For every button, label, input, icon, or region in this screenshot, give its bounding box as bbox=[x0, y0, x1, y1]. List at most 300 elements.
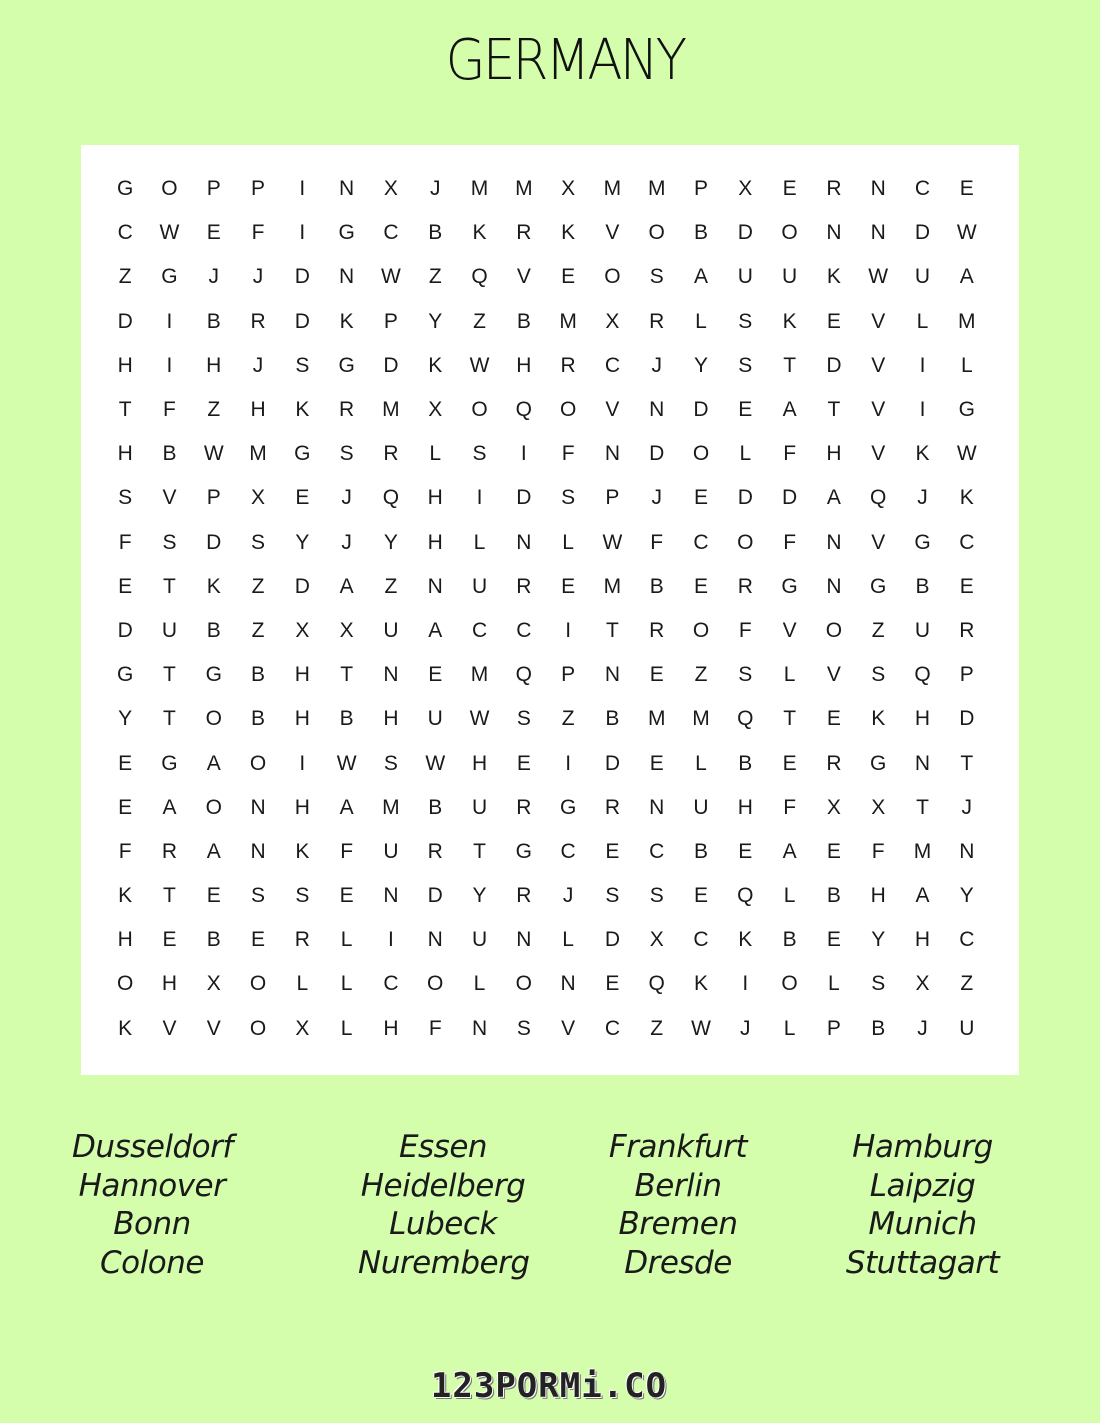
grid-letter: W bbox=[956, 221, 977, 245]
grid-letter: E bbox=[206, 884, 221, 908]
grid-letter: K bbox=[428, 353, 443, 377]
grid-letter: E bbox=[561, 574, 576, 598]
grid-letter: M bbox=[958, 309, 976, 333]
grid-letter: G bbox=[205, 663, 222, 687]
grid-letter: Z bbox=[207, 398, 221, 422]
letter-grid bbox=[103, 167, 989, 1051]
grid-letter: T bbox=[827, 398, 841, 422]
grid-letter: D bbox=[206, 530, 222, 554]
grid-letter: D bbox=[117, 309, 133, 333]
grid-letter: S bbox=[738, 309, 753, 333]
grid-letter: O bbox=[205, 707, 222, 731]
grid-letter: A bbox=[826, 486, 841, 510]
grid-letter: B bbox=[251, 707, 266, 731]
grid-letter: I bbox=[299, 751, 306, 775]
grid-letter: J bbox=[651, 486, 662, 510]
grid-letter: S bbox=[871, 972, 886, 996]
grid-letter: C bbox=[383, 972, 399, 996]
grid-letter: R bbox=[427, 839, 443, 863]
grid-letter: W bbox=[691, 1016, 711, 1040]
word-list-item: Nuremberg bbox=[358, 1245, 530, 1282]
grid-letter: V bbox=[162, 1016, 177, 1040]
grid-letter: Q bbox=[515, 663, 532, 687]
grid-letter: E bbox=[782, 177, 797, 201]
word-list-item: Lubeck bbox=[389, 1206, 497, 1243]
grid-letter: O bbox=[604, 265, 621, 289]
grid-letter: Y bbox=[428, 309, 443, 333]
grid-letter: Y bbox=[118, 707, 133, 731]
grid-letter: G bbox=[559, 795, 577, 819]
grid-letter: Z bbox=[960, 972, 974, 996]
grid-letter: E bbox=[516, 751, 531, 775]
grid-letter: E bbox=[428, 663, 443, 687]
grid-letter: E bbox=[959, 574, 974, 598]
grid-letter: I bbox=[919, 353, 926, 377]
grid-letter: C bbox=[693, 928, 709, 952]
grid-letter: B bbox=[206, 618, 221, 642]
grid-letter: R bbox=[339, 398, 355, 422]
grid-letter: U bbox=[471, 928, 488, 952]
grid-letter: A bbox=[694, 265, 709, 289]
grid-letter: L bbox=[783, 663, 796, 687]
grid-letter: S bbox=[649, 265, 664, 289]
grid-letter: I bbox=[299, 177, 306, 201]
grid-letter: X bbox=[295, 1016, 310, 1040]
grid-letter: N bbox=[471, 1016, 488, 1040]
grid-letter: W bbox=[425, 751, 446, 775]
grid-letter: K bbox=[118, 884, 133, 908]
grid-letter: K bbox=[339, 309, 354, 333]
grid-letter: Q bbox=[914, 663, 931, 687]
grid-letter: G bbox=[338, 353, 355, 377]
grid-letter: V bbox=[561, 1016, 576, 1040]
grid-letter: X bbox=[871, 795, 886, 819]
grid-letter: Z bbox=[428, 265, 442, 289]
grid-letter: H bbox=[294, 795, 310, 819]
grid-letter: D bbox=[737, 221, 753, 245]
grid-letter: N bbox=[250, 795, 266, 819]
grid-letter: U bbox=[471, 795, 488, 819]
grid-letter: E bbox=[118, 574, 133, 598]
grid-letter: G bbox=[781, 574, 798, 598]
grid-letter: S bbox=[383, 751, 398, 775]
grid-letter: G bbox=[161, 751, 178, 775]
grid-letter: O bbox=[559, 398, 577, 422]
grid-letter: N bbox=[516, 530, 532, 554]
word-list-item: Hannover bbox=[78, 1167, 226, 1204]
grid-letter: O bbox=[737, 530, 754, 554]
grid-letter: Z bbox=[650, 1016, 664, 1040]
grid-letter: T bbox=[606, 618, 619, 642]
grid-letter: L bbox=[695, 309, 707, 333]
grid-letter: F bbox=[783, 442, 797, 466]
grid-letter: V bbox=[605, 221, 620, 245]
grid-letter: P bbox=[206, 486, 221, 510]
grid-letter: P bbox=[561, 663, 576, 687]
grid-letter: S bbox=[561, 486, 576, 510]
grid-letter: Q bbox=[471, 265, 488, 289]
grid-letter: D bbox=[959, 707, 975, 731]
grid-letter: O bbox=[692, 442, 710, 466]
grid-letter: X bbox=[649, 928, 664, 952]
grid-letter: R bbox=[826, 751, 842, 775]
grid-letter: G bbox=[870, 574, 887, 598]
grid-letter: E bbox=[339, 884, 354, 908]
grid-letter: N bbox=[959, 839, 975, 863]
grid-letter: M bbox=[647, 177, 666, 201]
grid-letter: E bbox=[694, 884, 709, 908]
grid-letter: H bbox=[117, 353, 133, 377]
grid-letter: B bbox=[738, 751, 753, 775]
grid-letter: R bbox=[250, 309, 266, 333]
grid-letter: B bbox=[694, 221, 709, 245]
grid-letter: W bbox=[203, 442, 224, 466]
grid-letter: N bbox=[427, 928, 443, 952]
grid-letter: J bbox=[252, 353, 264, 377]
grid-letter: L bbox=[695, 751, 707, 775]
grid-letter: E bbox=[694, 486, 709, 510]
grid-letter: G bbox=[294, 442, 311, 466]
grid-letter: K bbox=[738, 928, 753, 952]
grid-letter: B bbox=[871, 1016, 886, 1040]
grid-letter: U bbox=[427, 707, 443, 731]
grid-letter: J bbox=[429, 177, 441, 201]
grid-letter: O bbox=[161, 177, 178, 201]
grid-letter: H bbox=[117, 442, 133, 466]
grid-letter: O bbox=[249, 1016, 267, 1040]
grid-letter: E bbox=[206, 221, 221, 245]
grid-letter: S bbox=[472, 442, 487, 466]
grid-letter: T bbox=[163, 707, 176, 731]
grid-letter: H bbox=[117, 928, 133, 952]
word-column-4 bbox=[840, 1128, 1005, 1283]
grid-letter: W bbox=[159, 221, 180, 245]
grid-letter: V bbox=[871, 398, 886, 422]
word-list bbox=[0, 1128, 1100, 1288]
grid-letter: K bbox=[871, 707, 886, 731]
grid-letter: R bbox=[826, 177, 842, 201]
grid-letter: E bbox=[826, 309, 841, 333]
grid-letter: F bbox=[738, 618, 752, 642]
grid-letter: I bbox=[476, 486, 483, 510]
grid-letter: Z bbox=[384, 574, 398, 598]
grid-letter: R bbox=[516, 221, 532, 245]
grid-letter: B bbox=[826, 884, 841, 908]
grid-letter: T bbox=[916, 795, 929, 819]
grid-letter: H bbox=[161, 972, 178, 996]
grid-letter: J bbox=[341, 486, 352, 510]
word-list-item: Essen bbox=[398, 1129, 488, 1165]
grid-letter: U bbox=[782, 265, 798, 289]
grid-letter: R bbox=[383, 442, 399, 466]
grid-letter: F bbox=[340, 839, 354, 863]
grid-letter: W bbox=[602, 530, 623, 554]
page-title: GERMANY bbox=[445, 28, 685, 93]
grid-letter: F bbox=[783, 795, 797, 819]
grid-letter: I bbox=[388, 928, 394, 952]
grid-letter: R bbox=[161, 839, 178, 863]
grid-letter: Z bbox=[871, 618, 885, 642]
grid-letter: V bbox=[782, 618, 797, 642]
grid-letter: D bbox=[294, 574, 310, 598]
grid-letter: U bbox=[737, 265, 753, 289]
grid-letter: A bbox=[959, 265, 974, 289]
grid-letter: E bbox=[561, 265, 576, 289]
grid-letter: C bbox=[959, 928, 975, 952]
grid-letter: S bbox=[118, 486, 133, 510]
grid-letter: O bbox=[781, 221, 798, 245]
grid-letter: R bbox=[294, 928, 310, 952]
grid-letter: V bbox=[206, 1016, 221, 1040]
grid-letter: L bbox=[296, 972, 309, 996]
grid-letter: R bbox=[516, 574, 532, 598]
grid-letter: P bbox=[826, 1016, 841, 1040]
word-list-item: Dresde bbox=[624, 1245, 732, 1282]
grid-letter: G bbox=[515, 839, 532, 863]
grid-letter: E bbox=[251, 928, 266, 952]
grid-letter: D bbox=[737, 486, 753, 510]
grid-letter: L bbox=[739, 442, 752, 466]
grid-letter: E bbox=[826, 707, 841, 731]
grid-letter: N bbox=[826, 530, 842, 554]
grid-letter: B bbox=[915, 574, 930, 598]
grid-letter: L bbox=[473, 972, 486, 996]
grid-letter: X bbox=[561, 177, 576, 201]
grid-letter: S bbox=[339, 442, 354, 466]
grid-letter: N bbox=[649, 398, 665, 422]
grid-letter: U bbox=[383, 839, 399, 863]
grid-letter: F bbox=[163, 398, 176, 422]
grid-letter: E bbox=[649, 663, 664, 687]
grid-letter: R bbox=[959, 618, 975, 642]
grid-letter: B bbox=[206, 928, 221, 952]
grid-letter: V bbox=[871, 353, 886, 377]
grid-letter: L bbox=[960, 353, 973, 377]
grid-letter: U bbox=[161, 618, 178, 642]
grid-letter: I bbox=[520, 442, 527, 466]
grid-letter: A bbox=[782, 839, 797, 863]
grid-letter: T bbox=[340, 663, 354, 687]
word-list-item: Laipzig bbox=[869, 1167, 976, 1204]
grid-letter: A bbox=[339, 795, 354, 819]
grid-letter: X bbox=[605, 309, 620, 333]
grid-letter: V bbox=[605, 398, 620, 422]
grid-letter: N bbox=[383, 663, 399, 687]
grid-letter: E bbox=[738, 839, 753, 863]
grid-letter: R bbox=[737, 574, 753, 598]
grid-letter: D bbox=[693, 398, 709, 422]
grid-letter: I bbox=[166, 309, 173, 333]
grid-letter: L bbox=[340, 928, 353, 952]
grid-letter: N bbox=[427, 574, 443, 598]
grid-letter: M bbox=[515, 177, 533, 201]
grid-letter: Y bbox=[383, 530, 398, 554]
grid-letter: U bbox=[959, 1016, 975, 1040]
grid-letter: L bbox=[562, 928, 574, 952]
grid-letter: U bbox=[471, 574, 488, 598]
grid-letter: E bbox=[694, 574, 709, 598]
grid-letter: M bbox=[382, 398, 400, 422]
grid-letter: S bbox=[295, 884, 310, 908]
grid-letter: S bbox=[738, 353, 753, 377]
grid-letter: R bbox=[649, 618, 665, 642]
grid-letter: Z bbox=[561, 707, 575, 731]
grid-letter: R bbox=[516, 884, 532, 908]
grid-letter: Z bbox=[251, 574, 265, 598]
grid-letter: D bbox=[294, 265, 310, 289]
grid-letter: C bbox=[516, 618, 532, 642]
grid-letter: A bbox=[206, 751, 221, 775]
grid-letter: I bbox=[565, 751, 572, 775]
grid-letter: E bbox=[118, 751, 133, 775]
grid-letter: Y bbox=[871, 928, 886, 952]
grid-letter: G bbox=[116, 663, 134, 687]
grid-letter: M bbox=[913, 839, 932, 863]
grid-letter: Q bbox=[737, 707, 754, 731]
grid-letter: H bbox=[826, 442, 842, 466]
grid-letter: X bbox=[206, 972, 221, 996]
grid-letter: Y bbox=[295, 530, 310, 554]
word-list-item: Colone bbox=[100, 1245, 204, 1282]
grid-letter: D bbox=[427, 884, 443, 908]
grid-letter: T bbox=[163, 663, 176, 687]
grid-letter: B bbox=[649, 574, 664, 598]
grid-letter: B bbox=[605, 707, 620, 731]
grid-letter: D bbox=[649, 442, 665, 466]
grid-letter: I bbox=[919, 398, 926, 422]
grid-letter: C bbox=[649, 839, 665, 863]
grid-letter: J bbox=[917, 1016, 928, 1040]
grid-letter: O bbox=[116, 972, 134, 996]
grid-letter: C bbox=[959, 530, 975, 554]
grid-letter: T bbox=[118, 398, 132, 422]
grid-letter: L bbox=[340, 1016, 353, 1040]
word-list-item: Berlin bbox=[634, 1167, 722, 1204]
grid-letter: A bbox=[915, 884, 930, 908]
grid-letter: N bbox=[826, 221, 842, 245]
grid-letter: P bbox=[959, 663, 974, 687]
grid-letter: L bbox=[429, 442, 442, 466]
grid-letter: W bbox=[469, 353, 490, 377]
grid-letter: S bbox=[295, 353, 310, 377]
grid-letter: U bbox=[914, 265, 931, 289]
word-column-1 bbox=[72, 1128, 232, 1283]
grid-letter: B bbox=[251, 663, 266, 687]
grid-letter: J bbox=[740, 1016, 751, 1040]
grid-letter: P bbox=[605, 486, 620, 510]
grid-letter: J bbox=[252, 265, 264, 289]
grid-letter: S bbox=[516, 707, 531, 731]
grid-letter: N bbox=[516, 928, 532, 952]
grid-letter: H bbox=[471, 751, 488, 775]
grid-letter: K bbox=[206, 574, 221, 598]
grid-letter: M bbox=[382, 795, 400, 819]
grid-letter: X bbox=[251, 486, 266, 510]
grid-letter: S bbox=[516, 1016, 531, 1040]
grid-letter: D bbox=[914, 221, 931, 245]
grid-letter: S bbox=[162, 530, 177, 554]
grid-letter: S bbox=[251, 530, 266, 554]
grid-letter: P bbox=[206, 177, 221, 201]
grid-letter: E bbox=[782, 751, 797, 775]
grid-letter: N bbox=[383, 884, 399, 908]
grid-letter: F bbox=[650, 530, 664, 554]
grid-letter: E bbox=[295, 486, 310, 510]
grid-letter: F bbox=[251, 221, 265, 245]
grid-letter: L bbox=[340, 972, 353, 996]
grid-letter: S bbox=[251, 884, 266, 908]
grid-letter: J bbox=[208, 265, 219, 289]
grid-letter: B bbox=[428, 221, 443, 245]
grid-letter: C bbox=[693, 530, 709, 554]
grid-letter: D bbox=[516, 486, 532, 510]
grid-letter: O bbox=[205, 795, 222, 819]
grid-letter: V bbox=[826, 663, 841, 687]
grid-letter: O bbox=[648, 221, 665, 245]
grid-letter: Z bbox=[251, 618, 265, 642]
grid-letter: Q bbox=[870, 486, 887, 510]
grid-letter: I bbox=[565, 618, 572, 642]
word-list-item: Bremen bbox=[618, 1206, 738, 1243]
grid-letter: H bbox=[294, 663, 310, 687]
grid-letter: C bbox=[604, 1016, 620, 1040]
grid-letter: M bbox=[470, 177, 489, 201]
grid-letter: X bbox=[915, 972, 930, 996]
word-list-item: Heidelberg bbox=[360, 1167, 526, 1204]
grid-letter: L bbox=[916, 309, 929, 333]
grid-letter: O bbox=[825, 618, 843, 642]
grid-letter: A bbox=[206, 839, 221, 863]
grid-letter: X bbox=[339, 618, 354, 642]
grid-letter: H bbox=[427, 530, 443, 554]
grid-letter: S bbox=[605, 884, 620, 908]
grid-letter: T bbox=[473, 839, 486, 863]
grid-letter: I bbox=[742, 972, 749, 996]
grid-letter: G bbox=[870, 751, 887, 775]
word-column-3 bbox=[603, 1128, 753, 1283]
grid-letter: D bbox=[117, 618, 133, 642]
grid-letter: N bbox=[339, 265, 355, 289]
grid-letter: M bbox=[647, 707, 666, 731]
grid-letter: R bbox=[516, 795, 532, 819]
grid-letter: E bbox=[605, 839, 620, 863]
grid-letter: A bbox=[162, 795, 177, 819]
grid-letter: A bbox=[339, 574, 354, 598]
grid-letter: O bbox=[427, 972, 444, 996]
grid-letter: C bbox=[117, 221, 133, 245]
grid-letter: A bbox=[782, 398, 797, 422]
grid-letter: O bbox=[249, 751, 267, 775]
grid-letter: Z bbox=[118, 265, 132, 289]
grid-letter: U bbox=[693, 795, 709, 819]
grid-letter: W bbox=[469, 707, 490, 731]
grid-letter: D bbox=[604, 928, 620, 952]
grid-letter: H bbox=[294, 707, 310, 731]
word-list-item: Munich bbox=[868, 1206, 977, 1243]
grid-letter: W bbox=[956, 442, 977, 466]
grid-letter: O bbox=[249, 972, 267, 996]
grid-letter: B bbox=[339, 707, 354, 731]
grid-letter: Q bbox=[648, 972, 665, 996]
grid-letter: W bbox=[868, 265, 889, 289]
grid-letter: L bbox=[783, 1016, 796, 1040]
grid-letter: X bbox=[295, 618, 310, 642]
grid-letter: K bbox=[295, 839, 310, 863]
grid-letter: U bbox=[914, 618, 931, 642]
grid-letter: F bbox=[118, 839, 132, 863]
grid-letter: N bbox=[560, 972, 576, 996]
grid-letter: F bbox=[428, 1016, 442, 1040]
